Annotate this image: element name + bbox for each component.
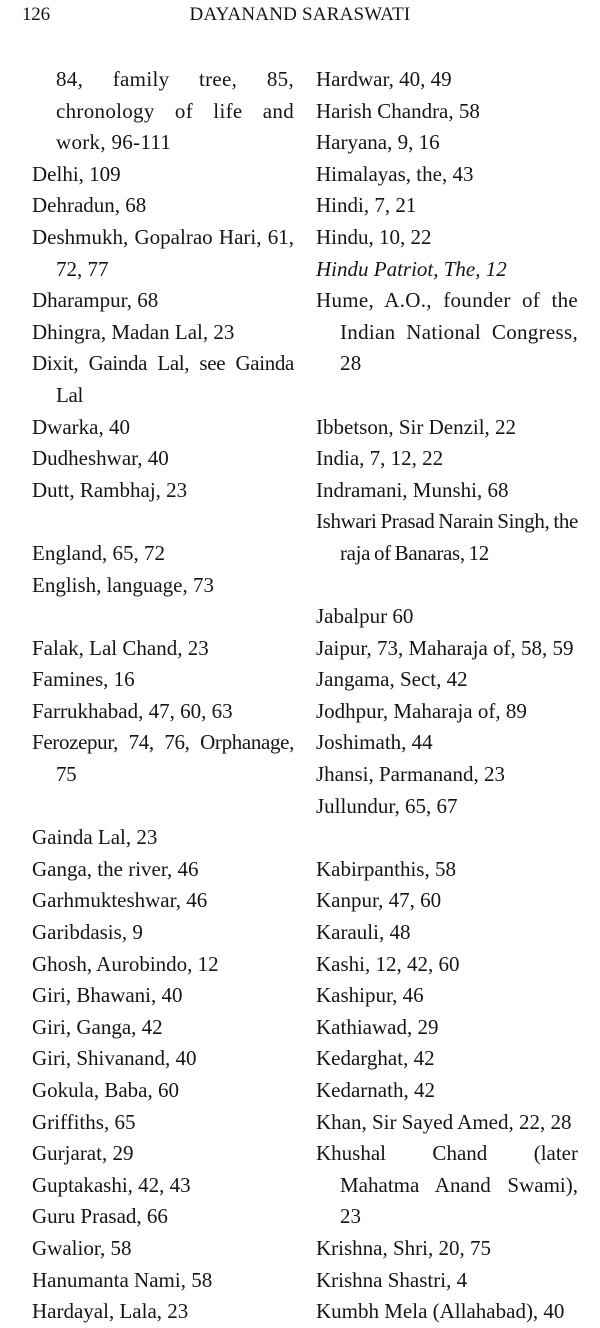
index-entry: Dharampur, 68 bbox=[32, 288, 159, 313]
index-entry: Guptakashi, 42, 43 bbox=[32, 1172, 191, 1197]
index-entry: Famines, 16 bbox=[32, 667, 135, 692]
index-entry: Jullundur, 65, 67 bbox=[316, 793, 458, 818]
index-entry: Hanumanta Nami, 58 bbox=[32, 1267, 213, 1292]
index-entry: Himalayas, the, 43 bbox=[316, 161, 474, 186]
index-entry: Khushal Chand (later Mahatma Anand Swami), 23 bbox=[316, 1141, 578, 1229]
index-entry: Karauli, 48 bbox=[316, 920, 411, 945]
index-entry: Kabirpanthis, 58 bbox=[316, 856, 456, 881]
index-entry: Dehradun, 68 bbox=[32, 193, 147, 218]
index-entry: Kashipur, 46 bbox=[316, 983, 424, 1008]
index-entry: Haryana, 9, 16 bbox=[316, 130, 440, 155]
index-entry: Indramani, Munshi, 68 bbox=[316, 477, 509, 502]
index-entry: Ganga, the river, 46 bbox=[32, 856, 199, 881]
index-entry: Ghosh, Aurobindo, 12 bbox=[32, 951, 219, 976]
index-entry: Ibbetson, Sir Denzil, 22 bbox=[316, 414, 517, 439]
index-entry: Krishna, Shri, 20, 75 bbox=[316, 1235, 491, 1260]
index-entry: Hardayal, Lala, 23 bbox=[32, 1299, 189, 1324]
index-entry: Giri, Bhawani, 40 bbox=[32, 983, 183, 1008]
index-entry: Jaipur, 73, Maharaja of, 58, 59 bbox=[316, 635, 574, 660]
index-entry: Gurjarat, 29 bbox=[32, 1141, 134, 1166]
index-entry: Joshimath, 44 bbox=[316, 730, 433, 755]
index-entry: Kumbh Mela (Allahabad), 40 bbox=[316, 1299, 565, 1324]
index-entry: Kedarghat, 42 bbox=[316, 1046, 435, 1071]
index-entry: Jhansi, Parmanand, 23 bbox=[316, 762, 505, 787]
index-entry: Jabalpur 60 bbox=[316, 604, 414, 629]
index-entry: Kedarnath, 42 bbox=[316, 1078, 435, 1102]
index-entry: Dudheshwar, 40 bbox=[32, 446, 169, 471]
index-entry: Gainda Lal, 23 bbox=[32, 825, 158, 850]
index-entry: Dwarka, 40 bbox=[32, 414, 130, 439]
index-entry: Delhi, 109 bbox=[32, 161, 121, 186]
index-entry: Farrukhabad, 47, 60, 63 bbox=[32, 698, 233, 723]
index-entry: 84, family tree, 85, chronology of life and work, 96-111 bbox=[56, 67, 294, 155]
index-entry: England, 65, 72 bbox=[32, 540, 165, 565]
index-entry: Dhingra, Madan Lal, 23 bbox=[32, 319, 235, 344]
index-entry: Ishwari Prasad Narain Singh, the raja of Banaras, 12 bbox=[316, 509, 578, 565]
index-entry: Gwalior, 58 bbox=[32, 1235, 132, 1260]
index-entry: Kathiawad, 29 bbox=[316, 1014, 439, 1039]
index-entry: Falak, Lal Chand, 23 bbox=[32, 635, 209, 660]
index-entry: Griffiths, 65 bbox=[32, 1109, 136, 1134]
index-entry: Hume, A.O., founder of the Indian National Congress, 28 bbox=[316, 288, 578, 376]
index-entry: Giri, Shivanand, 40 bbox=[32, 1046, 197, 1071]
index-entry: Dutt, Rambhaj, 23 bbox=[32, 477, 188, 502]
index-entry: India, 7, 12, 22 bbox=[316, 446, 444, 471]
index-entry: Kanpur, 47, 60 bbox=[316, 888, 442, 913]
running-head: DAYANAND SARASWATI bbox=[189, 4, 411, 25]
index-entry: Dixit, Gainda Lal, see Gainda Lal bbox=[32, 351, 294, 407]
index-entry: Jodhpur, Maharaja of, 89 bbox=[316, 698, 527, 723]
index-entry: Garhmukteshwar, 46 bbox=[32, 888, 208, 913]
index-entry: Khan, Sir Sayed Amed, 22, 28 bbox=[316, 1109, 572, 1134]
index-entry: Krishna Shastri, 4 bbox=[316, 1267, 468, 1292]
index-entry: English, language, 73 bbox=[32, 572, 214, 597]
index-column-right bbox=[316, 64, 578, 1328]
index-entry: Hindu, 10, 22 bbox=[316, 224, 432, 249]
index-column-left bbox=[32, 64, 294, 1328]
index-entry: Deshmukh, Gopalrao Hari, 61, 72, 77 bbox=[32, 224, 294, 281]
index-entry: Guru Prasad, 66 bbox=[32, 1204, 168, 1229]
page-number: 126 bbox=[22, 4, 50, 25]
index-entry: Hindu Patriot, The, 12 bbox=[316, 256, 507, 281]
index-entry: Ferozepur, 74, 76, Orphanage, 75 bbox=[32, 730, 294, 787]
index-entry: Hindi, 7, 21 bbox=[316, 193, 417, 218]
index-entry: Garibdasis, 9 bbox=[32, 920, 143, 945]
index-entry: Jangama, Sect, 42 bbox=[316, 667, 468, 692]
index-entry: Giri, Ganga, 42 bbox=[32, 1014, 163, 1039]
index-entry: Hardwar, 40, 49 bbox=[316, 67, 452, 91]
index-entry: Kashi, 12, 42, 60 bbox=[316, 951, 460, 976]
index-entry: Harish Chandra, 58 bbox=[316, 98, 480, 123]
index-entry: Gokula, Baba, 60 bbox=[32, 1078, 179, 1102]
